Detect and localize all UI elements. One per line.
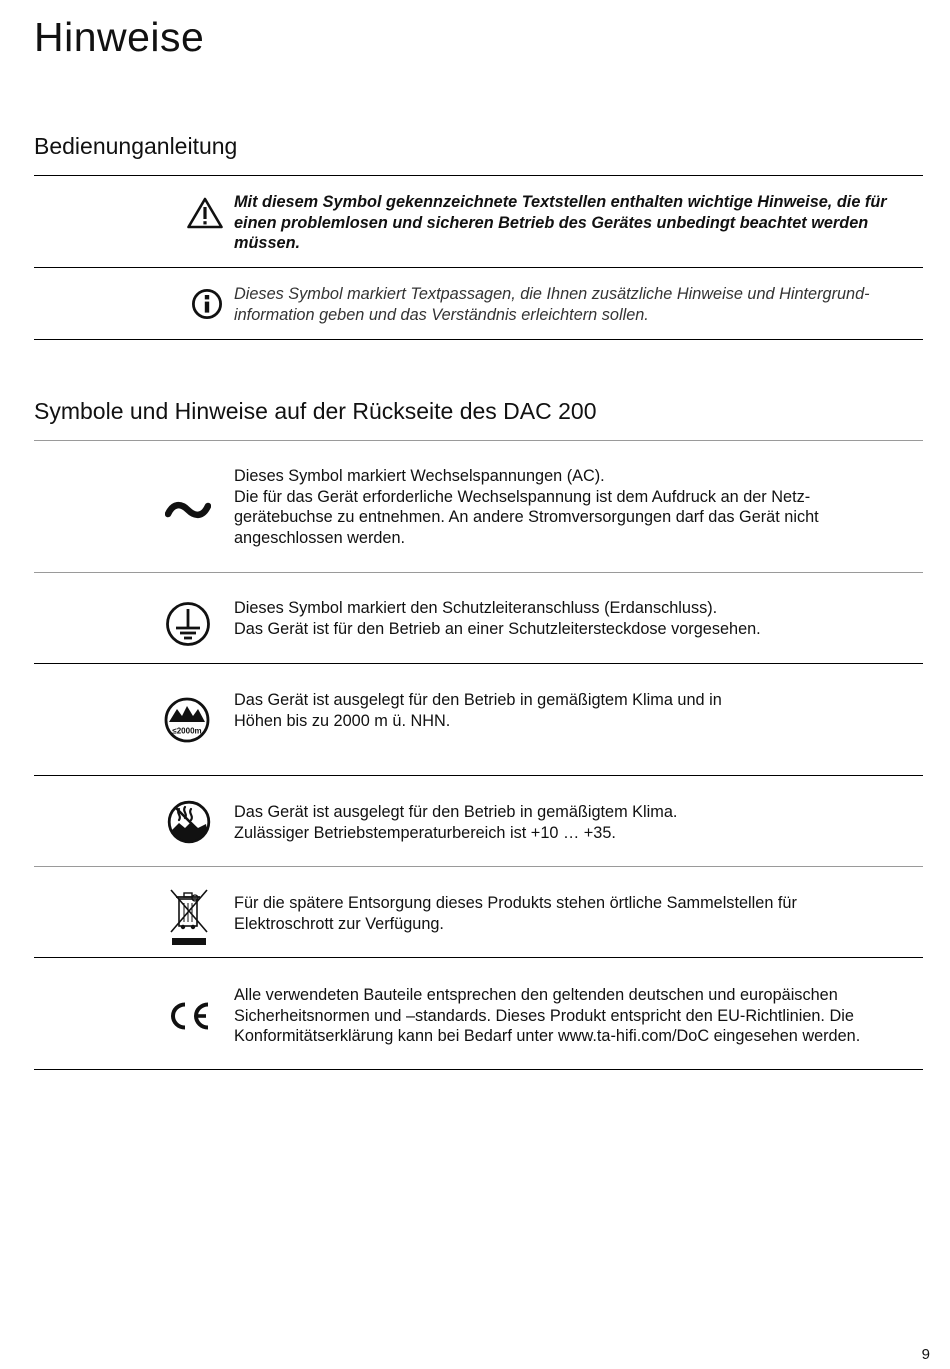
climate-note-line: Zulässiger Betriebstemperaturbereich ist +10 … +35. xyxy=(234,823,616,842)
ce-note-line: Alle verwendeten Bauteile entsprechen den geltenden deutschen und europäischen xyxy=(234,986,838,1004)
info-note-line: Dieses Symbol markiert Textpassagen, die Ihnen zusätzliche Hinweise und Hintergrund- xyxy=(234,285,870,303)
warning-note-line: Mit diesem Symbol gekennzeichnete Textstellen enthalten wichtige Hinweise, die für xyxy=(234,193,887,211)
ac-tilde-icon xyxy=(165,498,211,522)
divider xyxy=(34,957,923,958)
disposal-note-line: Elektroschrott zur Verfügung. xyxy=(234,914,444,933)
ac-note-line: angeschlossen werden. xyxy=(234,528,406,547)
page-title: Hinweise xyxy=(34,14,205,60)
section-title-manual: Bedienunganleitung xyxy=(34,133,238,159)
divider xyxy=(34,440,923,441)
disposal-note xyxy=(234,893,924,934)
ce-mark-icon xyxy=(166,1000,212,1032)
earth-note-line: Dieses Symbol markiert den Schutzleiteranschluss (Erdanschluss). xyxy=(234,599,718,617)
climate-icon xyxy=(167,800,211,844)
section-title-rear-panel: Symbole und Hinweise auf der Rückseite des DAC 200 xyxy=(34,398,597,424)
ce-note xyxy=(234,985,924,1047)
info-note-line: information geben und das Verständnis erleichtern sollen. xyxy=(234,305,649,324)
divider xyxy=(34,339,923,340)
earth-note xyxy=(234,598,924,639)
warning-note-line: einen problemlosen und sicheren Betrieb des Gerätes unbedingt beachtet werden xyxy=(234,213,869,232)
divider xyxy=(34,775,923,776)
earth-note-line: Das Gerät ist für den Betrieb an einer Schutzleitersteckdose vorgesehen. xyxy=(234,619,761,638)
altitude-note-line: Das Gerät ist ausgelegt für den Betrieb in gemäßigtem Klima und in xyxy=(234,691,722,709)
weee-crossed-bin-icon xyxy=(168,887,210,947)
ac-note xyxy=(234,466,924,548)
climate-note xyxy=(234,802,924,843)
altitude-icon-label: ≤2000m xyxy=(172,726,202,736)
ac-note-line: Dieses Symbol markiert Wechselspannungen (AC). xyxy=(234,467,605,485)
divider xyxy=(34,267,923,268)
climate-note-line: Das Gerät ist ausgelegt für den Betrieb in gemäßigtem Klima. xyxy=(234,803,678,821)
ce-note-line: Sicherheitsnormen und –standards. Dieses Produkt entspricht den EU-Richtlinien. Die xyxy=(234,1006,854,1025)
warning-note xyxy=(234,192,924,254)
divider xyxy=(34,572,923,573)
divider xyxy=(34,663,923,664)
divider xyxy=(34,1069,923,1070)
altitude-2000m-icon xyxy=(163,697,211,743)
protective-earth-icon xyxy=(165,601,211,647)
disposal-note-line: Für die spätere Entsorgung dieses Produkts stehen örtliche Sammelstellen für xyxy=(234,894,797,912)
warning-note-line: müssen. xyxy=(234,234,301,252)
info-circle-icon xyxy=(191,288,223,320)
ce-note-line: Konformitätserklärung kann bei Bedarf unter www.ta-hifi.com/DoC eingesehen werden. xyxy=(234,1027,861,1045)
ac-note-line: Die für das Gerät erforderliche Wechselspannung ist dem Aufdruck an der Netz- xyxy=(234,487,811,506)
altitude-note xyxy=(234,690,924,731)
info-note xyxy=(234,284,924,325)
ac-note-line: gerätebuchse zu entnehmen. An andere Stromversorgungen darf das Gerät nicht xyxy=(234,508,819,526)
page-number: 9 xyxy=(921,1346,930,1363)
altitude-note-line: Höhen bis zu 2000 m ü. NHN. xyxy=(234,711,451,730)
divider xyxy=(34,175,923,176)
warning-triangle-icon xyxy=(186,196,224,230)
divider xyxy=(34,866,923,867)
